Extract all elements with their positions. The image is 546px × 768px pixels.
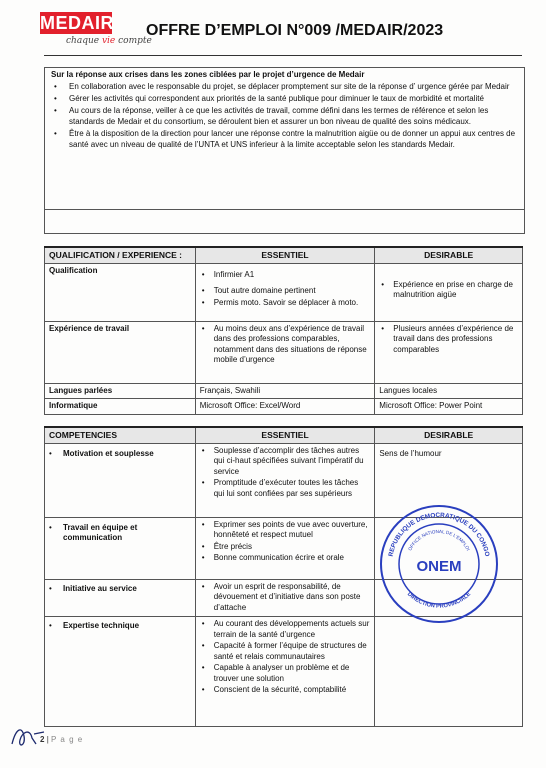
row-label: Qualification (45, 263, 196, 321)
list-item: • En collaboration avec le responsable du projet, se déplacer promptement sur site de la réponse d’ urgence gérée par Medair (54, 82, 510, 91)
medair-logo: MEDAIR (40, 13, 114, 33)
page-footer (40, 735, 83, 744)
header-competencies: COMPETENCIES (45, 427, 196, 443)
essentiel-cell (195, 443, 375, 517)
bullet-icon: • (201, 269, 205, 279)
stamp-center-text: ONEM (416, 558, 462, 575)
bullet-icon: • (49, 448, 52, 458)
list-item: • Au cours de la réponse, veiller à ce que les activités de travail, comme défini dans les termes de référence et selon les standards de Medair et du consortium, se déroulent bien et assurer un bon niveau de qualité des soins médicaux. (54, 106, 489, 126)
stamp-bottom-text: DIRECTION PROVINCIALE (405, 591, 473, 610)
bullet-icon: • (381, 323, 385, 333)
header-essentiel: ESSENTIEL (195, 247, 375, 263)
bullet-icon: • (381, 279, 385, 289)
logo-tagline: chaque vie compte (66, 36, 152, 46)
bullet-icon: • (54, 82, 57, 91)
bullet-icon: • (201, 297, 205, 307)
stamp-outer-text: REPUBLIQUE DEMOCRATIQUE DU CONGO (387, 511, 491, 558)
essentiel-cell (195, 321, 375, 383)
essentiel-cell: Microsoft Office: Excel/Word (195, 399, 375, 415)
row-label: • Travail en équipe et communication (45, 517, 196, 579)
list-item: • Capable à analyser un problème et de trouver une solution (201, 663, 350, 683)
list-item: • Être précis (201, 541, 252, 551)
bullet-icon: • (49, 583, 52, 593)
stamp-inner-text: OFFICE NATIONAL DE L'EMPLOI (407, 528, 471, 552)
list-item: • Expérience en prise en charge de malnutrition aigüe (381, 279, 513, 299)
bullet-icon: • (201, 685, 205, 694)
page-number: 2 (40, 735, 45, 744)
bullet-icon: • (201, 445, 205, 455)
box-divider (45, 209, 524, 210)
responsibilities-box (44, 67, 525, 234)
list-item: • Tout autre domaine pertinent (201, 286, 316, 295)
table-row (45, 399, 523, 415)
bullet-icon: • (201, 519, 205, 529)
row-label: Informatique (45, 399, 196, 415)
row-label: • Initiative au service (45, 579, 196, 617)
footer-separator: | (46, 735, 49, 744)
bullet-icon: • (54, 129, 57, 138)
essentiel-cell (195, 579, 375, 617)
bullet-icon: • (201, 541, 205, 551)
desirable-cell: Langues locales (375, 383, 523, 399)
responsibilities-heading: Sur la réponse aux crises dans les zones ciblées par le projet d’urgence de Medair (51, 70, 365, 79)
bullet-icon: • (201, 323, 205, 333)
desirable-cell: Microsoft Office: Power Point (375, 399, 523, 415)
list-item: • Souplesse d’accomplir des tâches autres qui ci-haut spécifiées suivant l’impératif du service (201, 445, 364, 476)
essentiel-cell (195, 617, 375, 727)
list-item: • Gérer les activités qui correspondent aux priorités de la santé publique pour diminuer le taux de morbidité et mortalité (54, 94, 484, 103)
header-qualification: QUALIFICATION / EXPERIENCE : (45, 247, 196, 263)
header-desirable: DESIRABLE (375, 427, 523, 443)
list-item: • Promptitude d’exécuter toutes les tâches qui lui sont confiées par ses supérieurs (201, 478, 359, 498)
desirable-cell: Sens de l’humour (375, 443, 523, 517)
page-title: OFFRE D’EMPLOI N°009 /MEDAIR/2023 (146, 22, 444, 39)
bullet-icon: • (201, 663, 205, 672)
essentiel-cell (195, 263, 375, 321)
list-item: • Être à la disposition de la direction pour lancer une réponse contre la malnutrition aigüe ou de donner un appui aux centres de santé avec un niveau de qualité de l’UNTA et UNS inferieur à la limite acceptable selon les standards Medair. (54, 129, 516, 149)
header-desirable: DESIRABLE (375, 247, 523, 263)
list-item: • Infirmier A1 (201, 269, 255, 279)
list-item: • Au moins deux ans d’expérience de travail dans des professions comparables, notamment dans des situations de réponse mobile d’urgence (201, 323, 367, 364)
bullet-icon: • (54, 106, 57, 115)
essentiel-cell (195, 517, 375, 579)
desirable-cell (375, 263, 523, 321)
header-divider (44, 55, 522, 56)
bullet-icon: • (201, 286, 205, 295)
table-header-row (45, 427, 523, 443)
desirable-cell (375, 617, 523, 727)
table-row (45, 617, 523, 727)
bullet-icon: • (54, 94, 57, 103)
official-stamp-icon (378, 503, 500, 625)
list-item: • Conscient de la sécurité, comptabilité (201, 685, 347, 694)
list-item: • Permis moto. Savoir se déplacer à moto. (201, 297, 359, 307)
list-item: • Au courant des développements actuels sur terrain de la santé d’urgence (201, 619, 370, 639)
bullet-icon: • (49, 621, 52, 630)
desirable-cell (375, 321, 523, 383)
bullet-icon: • (201, 478, 205, 487)
essentiel-cell: Français, Swahili (195, 383, 375, 399)
svg-text:OFFICE NATIONAL DE L'EMPLOI (407, 529, 471, 552)
bullet-icon: • (201, 581, 205, 591)
page-word: P a g e (51, 735, 84, 744)
table-row (45, 383, 523, 399)
table-header-row (45, 247, 523, 263)
responsibilities-list (51, 81, 517, 151)
table-row (45, 263, 523, 321)
qualification-table (44, 246, 523, 415)
row-label: • Expertise technique (45, 617, 196, 727)
header-essentiel: ESSENTIEL (195, 427, 375, 443)
bullet-icon: • (201, 641, 205, 650)
list-item: • Avoir un esprit de responsabilité, de dévouement et d’initiative dans son poste d’attache (201, 581, 361, 612)
row-label: Expérience de travail (45, 321, 196, 383)
table-row (45, 321, 523, 383)
list-item: • Exprimer ses points de vue avec ouverture, honnêteté et respect mutuel (201, 519, 368, 539)
row-label: • Motivation et souplesse (45, 443, 196, 517)
row-label: Langues parlées (45, 383, 196, 399)
svg-text:DIRECTION PROVINCIALE (406, 591, 472, 610)
bullet-icon: • (201, 553, 205, 562)
bullet-icon: • (201, 619, 205, 628)
list-item: • Bonne communication écrire et orale (201, 553, 345, 562)
list-item: • Plusieurs années d’expérience de travail dans des professions comparables (381, 323, 514, 354)
list-item: • Capacité à former l’équipe de structures de santé et relais communautaires (201, 641, 367, 661)
bullet-icon: • (49, 522, 52, 532)
